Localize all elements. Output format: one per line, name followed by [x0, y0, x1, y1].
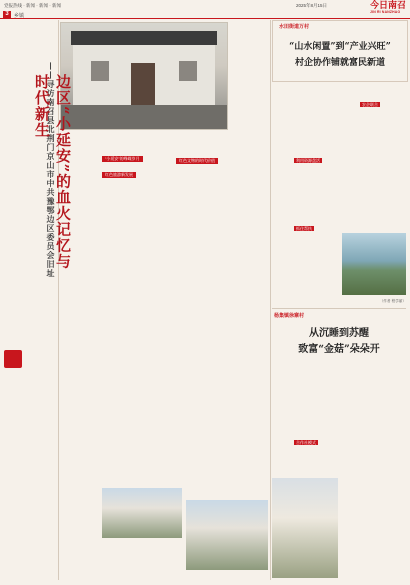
right-story-2-title-2: 致富“金菇”朵朵开 [298, 344, 380, 355]
subhead-tag: 农企联合 [362, 102, 378, 107]
subhead-tag: 利用资源盘活 [296, 158, 320, 163]
story-photo [102, 488, 182, 538]
photo-door [131, 63, 155, 105]
lead-body-col-1 [6, 374, 56, 579]
photo-roof [71, 31, 217, 45]
right-story-col-1 [272, 86, 338, 302]
right-story-2-col-1 [272, 356, 338, 472]
story-photo [342, 233, 406, 295]
subhead-tag: 合作社模式 [296, 440, 316, 445]
section-label: 红色文物的时代价值 [176, 158, 218, 164]
lead-photo [60, 22, 228, 130]
lead-body-col-4 [142, 132, 180, 482]
right-story-2-col-2 [340, 356, 406, 581]
section-header [0, 11, 410, 19]
lead-body-col-5 [182, 132, 224, 482]
story-divider [272, 308, 406, 309]
issue-date: 2025年8月15日 [296, 3, 328, 8]
lead-body-col-3 [102, 184, 140, 484]
right-story-2-kicker: 杨集镇徐寨村 [274, 313, 305, 319]
masthead-bar [0, 0, 410, 11]
lead-body-col-2 [60, 132, 100, 482]
right-story-col-2 [340, 86, 406, 228]
logo-text: 今日南召 [369, 0, 406, 10]
subhead-tag: 抓住帮扶 [296, 226, 312, 231]
right-story-kicker: 水田街道万村 [279, 24, 310, 30]
lead-headline: 边区“小延安”的血火记忆与时代新生 [33, 74, 72, 270]
masthead-left-text: 党报热线 · 新闻 · 新闻 · 新闻 [4, 3, 61, 8]
right-story-title-2: 村企协作铺就富民新道 [294, 58, 385, 68]
lead-subheadline: ——寻访南召县北荆门京山市中共豫鄂边区委员会旧址 [46, 62, 56, 278]
byline: （作者 程学丽） [379, 299, 406, 303]
logo-subtext: JIN RI NANZHAO [369, 10, 401, 14]
story-photo [186, 500, 268, 570]
photo-window [179, 61, 197, 81]
lead-body-col-6 [226, 22, 268, 482]
party-flag-icon [4, 350, 22, 368]
story-photo [272, 478, 338, 578]
section-label: 红色旅游新发展 [102, 172, 136, 178]
photo-ground [61, 105, 227, 129]
section-number: 3 [3, 11, 11, 18]
photo-window [91, 61, 109, 81]
right-story-2-title-1: 从沉睡到苏醒 [309, 328, 369, 339]
right-story-title-1: “山水闲置”到“产业兴旺” [289, 42, 391, 52]
section-name: 乡镇 [14, 13, 25, 19]
right-story-header-box [272, 20, 408, 82]
section-label: “小延安”的峥嵘岁月 [102, 156, 143, 162]
column-divider [270, 20, 271, 580]
